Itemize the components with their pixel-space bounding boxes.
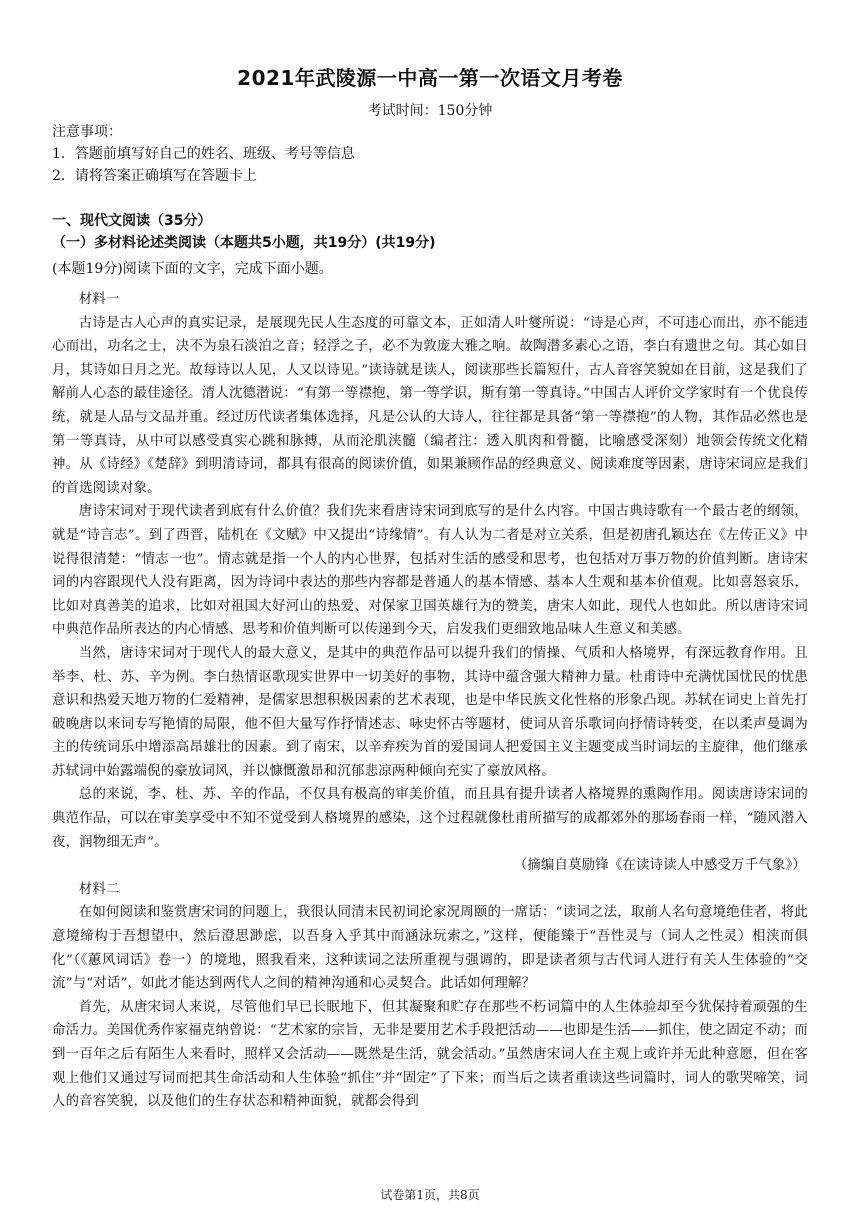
material-label: 材料二 xyxy=(78,881,120,897)
material-source: （摘编自莫励锋《在读诗读人中感受万千气象》） xyxy=(513,858,806,874)
reading-passage xyxy=(52,288,808,1114)
section-heading: 一、现代文阅读（35分） xyxy=(52,213,212,229)
paragraph: 首先，从唐宋词人来说，尽管他们早已长眠地下，但其凝聚和贮存在那些不朽词篇中的人生体验却至今犹保持着顽强的生命活力。美国优秀作家福克纳曾说：“艺术家的宗旨，无非是要用艺术手段把活动——也即是生活——抓住，使之固定不动；而到一百年之后有陌生人来看时，照样又会活动——既然是生活，就会活动。”虽然唐宋词人在主观上或许并无此种意愿，但在客观上他们又通过写词而把其生命活动和人生体验“抓住”并“固定”了下来；而当后之读者重读这些词篇时，词人的歌哭啼笑，词人的音容笑貌，以及他们的生存状态和精神面貌，就都会得到 xyxy=(52,999,808,1110)
paragraph: 当然，唐诗宋词对于现代人的最大意义，是其中的典范作品可以提升我们的情操、气质和人格境界，有深远教育作用。且举李、杜、苏、辛为例。李白热情讴歌现实世界中一切美好的事物，其诗中蕴含强大精神力量。杜甫诗中充满忧国忧民的忧患意识和热爱天地万物的仁爱精神，是儒家思想积极因素的艺术表现，也是中华民族文化性格的形象凸现。苏轼在词史上首先打破晚唐以来词专写艳情的局限，他不但大量写作抒情述志、咏史怀古等题材，使词从音乐歌词向抒情诗转变，在以柔声曼调为主的传统词乐中增添高昂雄壮的因素。到了南宋，以辛弃疾为首的爱国词人把爱国主义主题变成当时词坛的主旋律，他们继承苏轼词中始露端倪的豪放词风，并以慷慨激昂和沉郁悲凉两种倾向充实了豪放风格。 xyxy=(52,645,808,779)
section-header-block xyxy=(52,210,822,280)
paragraph: 唐诗宋词对于现代读者到底有什么价值？我们先来看唐诗宋词到底写的是什么内容。中国古典诗歌有一个最古老的纲领，就是“诗言志”。到了西晋，陆机在《文赋》中又提出“诗缘情”。有人认为二者是对立关系，但是初唐孔颖达在《左传正义》中说得很清楚：“情志一也”。情志就是指一个人的内心世界，包括对生活的感受和思考，也包括对万事万物的价值判断。唐诗宋词的内容跟现代人没有距离，因为诗词中表达的那些内容都是普通人的基本情感、基本人生观和基本价值观。比如喜怒哀乐，比如对真善美的追求，比如对祖国大好河山的热爱、对保家卫国英雄行为的赞美，唐宋人如此，现代人也如此。所以唐诗宋词中典范作品所表达的内心情感、思考和价值判断可以传递到今天，启发我们更细致地品味人生意义和美感。 xyxy=(52,504,808,638)
paragraph: 总的来说，李、杜、苏、辛的作品，不仅具有极高的审美价值，而且具有提升读者人格境界的熏陶作用。阅读唐诗宋词的典范作品，可以在审美享受中不知不觉受到人格境界的感染，这个过程就像杜甫所描写的成都郊外的那场春雨一样，“随风潜入夜，润物细无声”。 xyxy=(52,787,808,850)
sub-section-heading: （一）多材料论述类阅读（本题共5小题，共19分）(共19分) xyxy=(52,235,436,251)
notes-item: 2．请将答案正确填写在答题卡上 xyxy=(52,168,257,184)
paragraph: 在如何阅读和鉴赏唐宋词的问题上，我很认同清末民初词论家况周颐的一席话：“读词之法，取前人名句意境绝佳者，将此意境缔构于吾想望中，然后澄思渺虑，以吾身入乎其中而涵泳玩索之，”这样，便能臻于“吾性灵与（词人之性灵）相浃而俱化”（《蕙风词话》卷一）的境地，照我看来，这种读词之法所重视与强调的，即是读者须与古代词人进行有关人生体验的“交流”与“对话”，如此才能达到两代人之间的精神沟通和心灵契合。此话如何理解？ xyxy=(52,905,808,992)
page-footer: 试卷第1页，共8页 xyxy=(380,1188,480,1202)
exam-time: 考试时间：150分钟 xyxy=(367,103,493,119)
material-label: 材料一 xyxy=(78,292,120,307)
section-instruction: (本题19分)阅读下面的文字，完成下面小题。 xyxy=(52,261,333,277)
paragraph: 古诗是古人心声的真实记录，是展现先民人生态度的可靠文本，正如清人叶燮所说：“诗是心声，不可违心而出，亦不能违心而出，功名之士，决不为泉石淡泊之音；轻浮之子，必不为敦庞大雅之响。故陶潜多素心之语，李白有遗世之句。其心如日月，其诗如日月之光。故每诗以人见，人又以诗见。”读诗就是读人，阅读那些长篇短什，古人音容笑貌如在目前，这是我们了解前人心态的最佳途径。清人沈德潜说：“有第一等襟抱，第一等学识，斯有第一等真诗。”中国古人评价文学家时有一个优良传统，就是人品与文品并重。经过历代读者集体选择，凡是公认的大诗人，往往都是具备“第一等襟抱”的人物，其作品必然也是第一等真诗，从中可以感受真实心跳和脉搏，从而沦肌浃髓（编者注：透入肌肉和骨髓，比喻感受深刻）地领会传统文化精神。从《诗经》《楚辞》到明清诗词，都具有很高的阅读价值，如果兼顾作品的经典意义、阅读难度等因素，唐诗宋词应是我们的首选阅读对象。 xyxy=(52,315,808,496)
notes-heading: 注意事项： xyxy=(52,124,122,140)
notes-item: 1．答题前填写好自己的姓名、班级、考号等信息 xyxy=(52,146,355,162)
exam-title: 2021年武陵源一中高一第一次语文月考卷 xyxy=(237,66,623,90)
notes-block xyxy=(52,121,822,187)
